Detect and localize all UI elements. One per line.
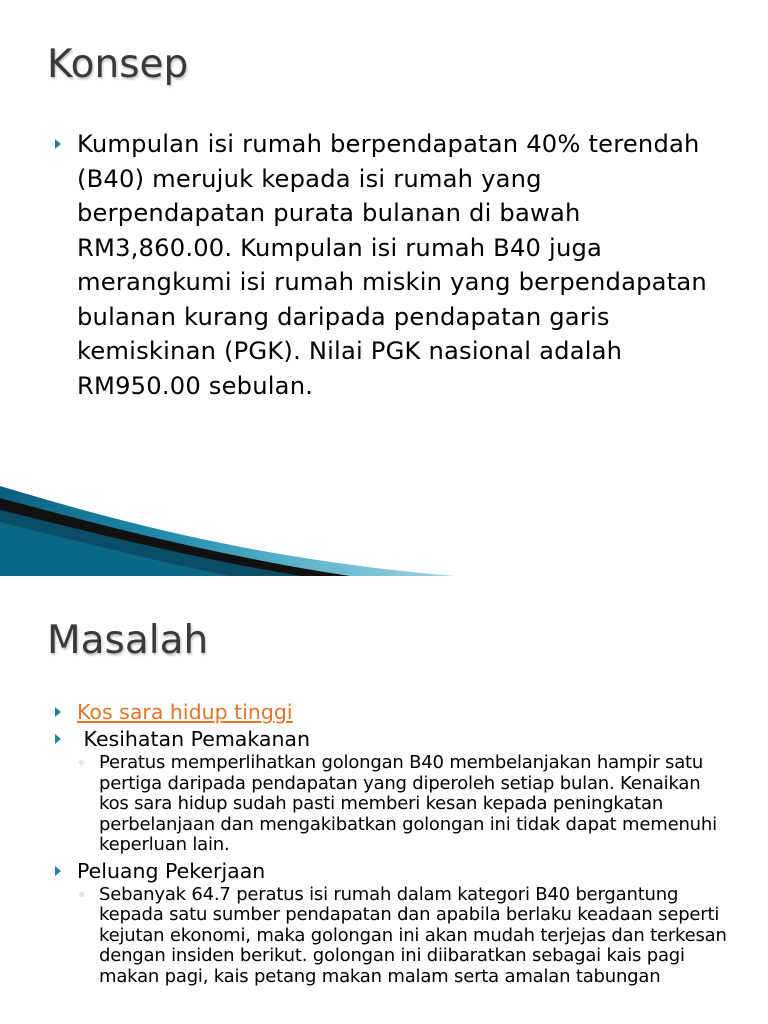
swoosh-decoration bbox=[0, 470, 768, 576]
sub-bullet-text: Peratus memperlihatkan golongan B40 membelanjakan hampir satu pertiga daripada pendapatan yang diperoleh setiap bulan. Kenaikan kos sara hidup sudah pasti memberi kesan kepada peningkatan perbelanjaan dan mengakibatkan golongan ini tidak dapat memenuhi keperluan lain. bbox=[99, 752, 717, 855]
sub-list-item bbox=[55, 885, 728, 988]
list-item bbox=[55, 726, 728, 753]
list-item bbox=[55, 858, 728, 885]
bullet-text: Peluang Pekerjaan bbox=[77, 858, 266, 883]
triangle-bullet-icon bbox=[55, 866, 61, 876]
triangle-bullet-icon bbox=[55, 139, 61, 149]
bullet-list bbox=[55, 699, 728, 987]
sub-list-item bbox=[55, 753, 728, 856]
bullet-list bbox=[55, 127, 728, 403]
slide-title: Masalah bbox=[47, 618, 209, 663]
bullet-text: Kesihatan Pemakanan bbox=[77, 727, 310, 751]
bullet-text: Kumpulan isi rumah berpendapatan 40% terendah (B40) merujuk kepada isi rumah yang berpendapatan purata bulanan di bawah RM3,860.00. Kumpulan isi rumah B40 juga merangkumi isi rumah miskin yang berpendapatan bulanan kurang daripada pendapatan garis kemiskinan (PGK). Nilai PGK nasional adalah RM950.00 sebulan. bbox=[77, 130, 707, 400]
triangle-bullet-icon bbox=[55, 734, 61, 744]
list-item bbox=[55, 127, 728, 403]
circle-bullet-icon: ◦ bbox=[78, 887, 86, 902]
slide-masalah bbox=[0, 576, 768, 1024]
slide-title: Konsep bbox=[47, 42, 189, 87]
kos-sara-hidup-link[interactable]: Kos sara hidup tinggi bbox=[77, 700, 293, 724]
triangle-bullet-icon bbox=[55, 707, 61, 717]
circle-bullet-icon: ◦ bbox=[78, 756, 86, 770]
list-item bbox=[55, 699, 728, 726]
sub-bullet-text: Sebanyak 64.7 peratus isi rumah dalam kategori B40 bergantung kepada satu sumber pendapatan dan apabila berlaku keadaan seperti kejutan ekonomi, maka golongan ini akan mudah terjejas dan terkesan dengan insiden berikut. golongan ini diibaratkan sebagai kais pagi makan pagi, kais petang makan malam serta amalan tabungan bbox=[99, 883, 727, 987]
